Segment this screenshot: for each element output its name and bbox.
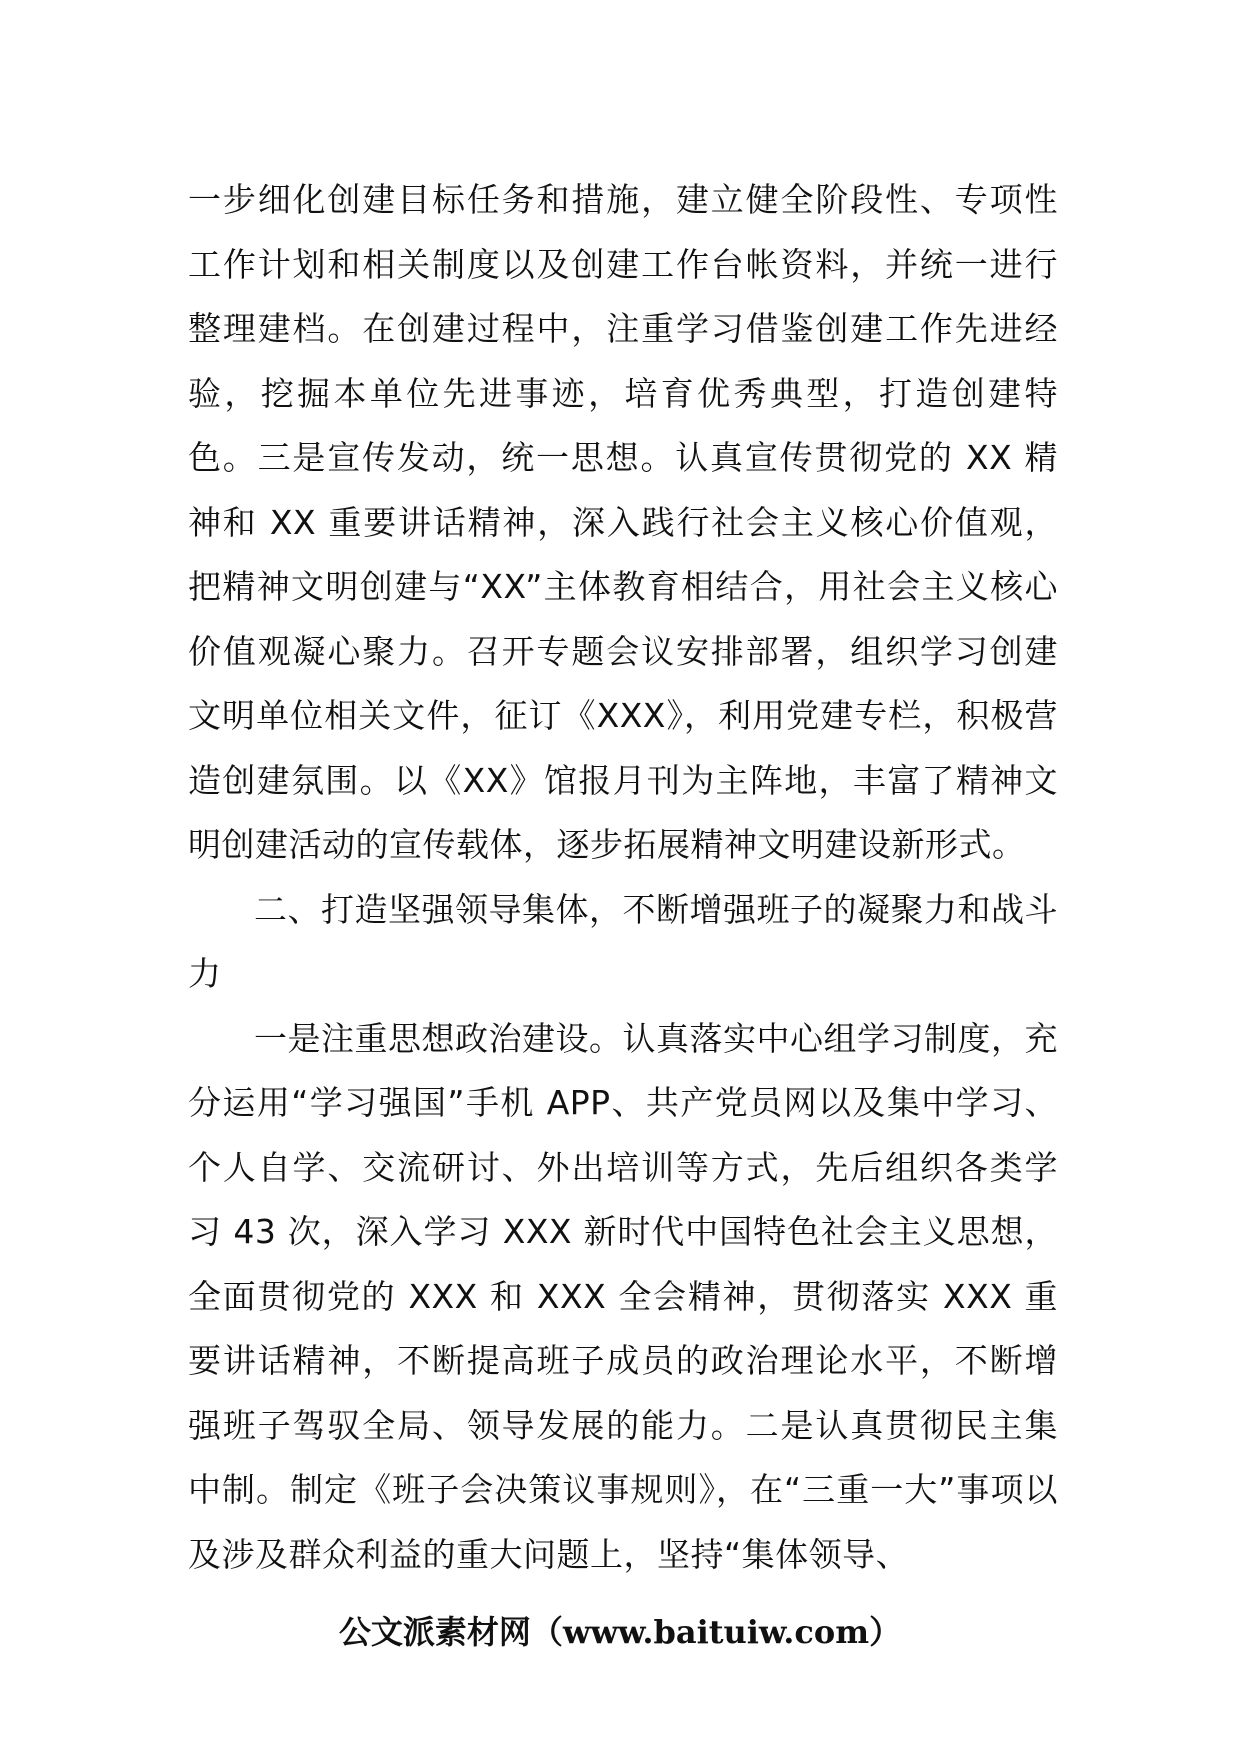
paragraph-body: 一是注重思想政治建设。认真落实中心组学习制度，充分运用“学习强国”手机 APP、共产党员网以及集中学习、个人自学、交流研讨、外出培训等方式，先后组织各类学习 43 次，深入学习 XXX 新时代中国特色社会主义思想，全面贯彻党的 XXX 和 XXX 全会精神，贯彻落实 XXX 重要讲话精神，不断提高班子成员的政治理论水平，不断增强班子驾驭全局、领导发展的能力。二是认真贯彻民主集中制。制定《班子会决策议事规则》，在“三重一大”事项以及涉及群众利益的重大问题上，坚持“集体领导、 <box>188 1018 1058 1574</box>
section-heading: 二、打造坚强领导集体，不断增强班子的凝聚力和战斗力 <box>188 889 1058 993</box>
footer-watermark: 公文派素材网（www.baituiw.com） <box>338 1613 902 1651</box>
document-body <box>188 168 1058 1587</box>
paragraph-continuation: 一步细化创建目标任务和措施，建立健全阶段性、专项性工作计划和相关制度以及创建工作台帐资料，并统一进行整理建档。在创建过程中，注重学习借鉴创建工作先进经验，挖掘本单位先进事迹，培育优秀典型，打造创建特色。三是宣传发动，统一思想。认真宣传贯彻党的 XX 精神和 XX 重要讲话精神，深入践行社会主义核心价值观，把精神文明创建与“XX”主体教育相结合，用社会主义核心价值观凝心聚力。召开专题会议安排部署，组织学习创建文明单位相关文件，征订《XXX》，利用党建专栏，积极营造创建氛围。以《XX》馆报月刊为主阵地，丰富了精神文明创建活动的宣传载体，逐步拓展精神文明建设新形式。 <box>188 180 1058 864</box>
